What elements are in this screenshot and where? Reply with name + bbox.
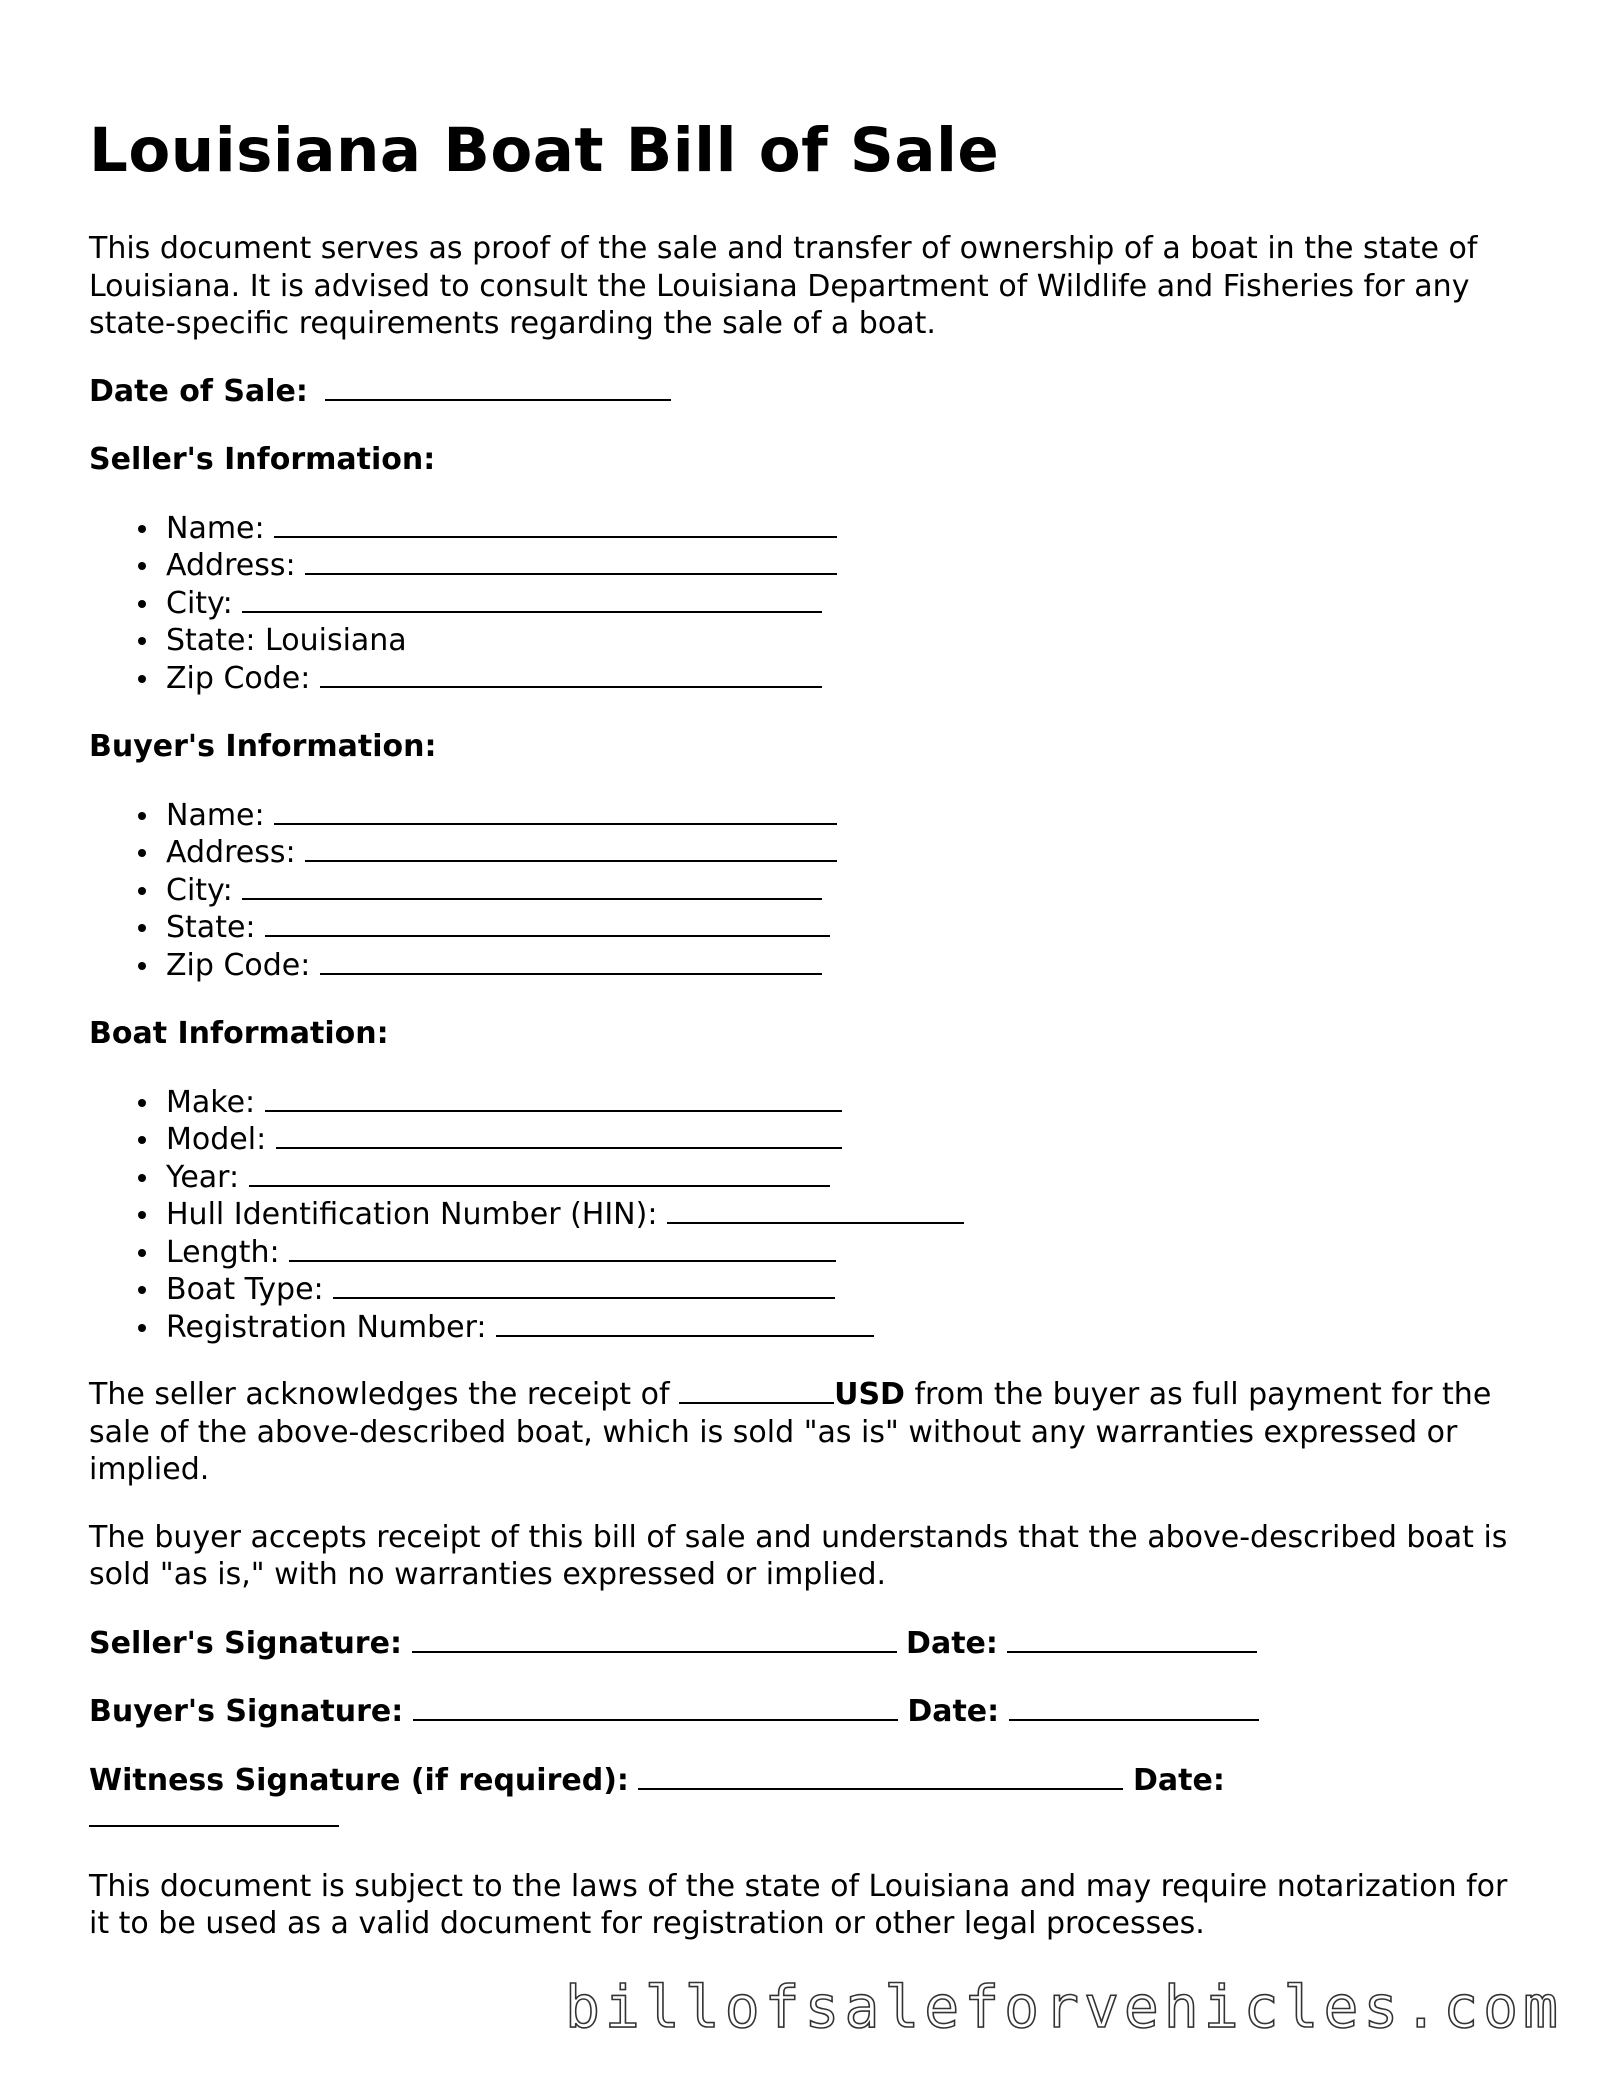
seller-address-item [166, 547, 1529, 585]
payment-paragraph [89, 1376, 1529, 1489]
boat-type-item [166, 1271, 1529, 1309]
witness-date-label: Date: [1133, 1762, 1225, 1798]
buyer-state-item [166, 909, 1529, 947]
seller-name-item [166, 510, 1529, 548]
seller-name-field[interactable] [274, 510, 837, 538]
buyer-signature-field[interactable] [413, 1693, 898, 1721]
payment-text-before: The seller acknowledges the receipt of [89, 1377, 670, 1412]
boat-hin-label: Hull Identification Number (HIN): [166, 1197, 658, 1232]
date-of-sale-field[interactable] [325, 373, 671, 401]
boat-length-label: Length: [166, 1234, 280, 1270]
buyer-signature-label: Buyer's Signature: [89, 1694, 404, 1729]
site-watermark: billofsaleforvehicles.com [565, 1973, 1563, 2041]
seller-signature-label: Seller's Signature: [89, 1625, 402, 1661]
seller-zip-label: Zip Code: [166, 660, 311, 696]
closing-paragraph: This document is subject to the laws of the state of Louisiana and may require notarization for it to be used as a valid document for registration or other legal processes. [89, 1868, 1508, 1941]
seller-address-field[interactable] [305, 547, 837, 575]
witness-date-field[interactable] [89, 1799, 339, 1827]
boat-model-item [166, 1121, 1529, 1159]
seller-city-label: City: [166, 585, 233, 621]
acceptance-paragraph: The buyer accepts receipt of this bill of sale and understands that the above-described boat is sold "as is," with no warranties expressed or implied. [89, 1519, 1508, 1592]
seller-city-item [166, 585, 1529, 623]
boat-make-field[interactable] [265, 1084, 842, 1112]
boat-length-item [166, 1234, 1529, 1272]
seller-zip-item [166, 660, 1529, 698]
payment-text-after: from the buyer as full payment for the sale of the above-described boat, which is sold "as is" without any warranties expressed or implied. [89, 1377, 1492, 1487]
buyer-zip-label: Zip Code: [166, 947, 311, 983]
seller-state-item: State: Louisiana [166, 622, 1529, 660]
intro-paragraph: This document serves as proof of the sale and transfer of ownership of a boat in the state of Louisiana. It is advised to consult the Louisiana Department of Wildlife and Fisheries for any state-specific requirements regarding the sale of a boat. [89, 231, 1478, 341]
witness-signature-field[interactable] [638, 1762, 1123, 1790]
buyer-city-item [166, 872, 1529, 910]
seller-signature-field[interactable] [412, 1625, 897, 1653]
boat-year-field[interactable] [249, 1159, 830, 1187]
buyer-name-field[interactable] [274, 797, 837, 825]
buyer-date-field[interactable] [1009, 1693, 1259, 1721]
boat-list [89, 1084, 1529, 1347]
boat-year-label: Year: [166, 1159, 240, 1195]
buyer-city-field[interactable] [242, 872, 822, 900]
boat-model-label: Model: [166, 1122, 267, 1157]
buyer-zip-field[interactable] [320, 947, 822, 975]
witness-signature-line [89, 1762, 1529, 1837]
witness-signature-label: Witness Signature (if required): [89, 1762, 629, 1798]
buyer-city-label: City: [166, 872, 233, 908]
boat-hin-item [166, 1196, 1529, 1234]
buyer-list [89, 797, 1529, 985]
buyer-heading: Buyer's Information: [89, 729, 437, 764]
document-page [89, 106, 1529, 1943]
document-title: Louisiana Boat Bill of Sale [89, 115, 1000, 186]
seller-list [89, 510, 1529, 698]
buyer-address-label: Address: [166, 835, 296, 870]
boat-make-label: Make: [166, 1084, 256, 1120]
seller-city-field[interactable] [242, 585, 822, 613]
buyer-name-label: Name: [166, 797, 265, 833]
buyer-zip-item [166, 947, 1529, 985]
boat-registration-item [166, 1309, 1529, 1347]
boat-type-field[interactable] [333, 1271, 835, 1299]
buyer-state-field[interactable] [265, 909, 830, 937]
boat-type-label: Boat Type: [166, 1272, 324, 1307]
seller-zip-field[interactable] [320, 660, 822, 688]
boat-registration-label: Registration Number: [166, 1309, 487, 1345]
payment-currency: USD [834, 1377, 905, 1412]
buyer-address-field[interactable] [305, 834, 837, 862]
seller-date-label: Date: [906, 1625, 998, 1661]
date-of-sale-label: Date of Sale: [89, 373, 308, 409]
boat-length-field[interactable] [289, 1234, 836, 1262]
boat-registration-field[interactable] [496, 1309, 874, 1337]
seller-name-label: Name: [166, 510, 265, 546]
buyer-date-label: Date: [907, 1694, 1000, 1729]
payment-amount-field[interactable] [679, 1376, 834, 1404]
buyer-signature-line [89, 1693, 1529, 1731]
boat-year-item [166, 1159, 1529, 1197]
buyer-address-item [166, 834, 1529, 872]
buyer-name-item [166, 797, 1529, 835]
buyer-state-label: State: [166, 910, 256, 945]
seller-signature-line [89, 1625, 1529, 1663]
boat-model-field[interactable] [276, 1121, 842, 1149]
boat-hin-field[interactable] [667, 1196, 964, 1224]
seller-date-field[interactable] [1007, 1625, 1257, 1653]
boat-heading: Boat Information: [89, 1016, 389, 1051]
date-of-sale-line [89, 373, 1529, 411]
seller-heading: Seller's Information: [89, 442, 436, 477]
seller-address-label: Address: [166, 548, 296, 583]
boat-make-item [166, 1084, 1529, 1122]
